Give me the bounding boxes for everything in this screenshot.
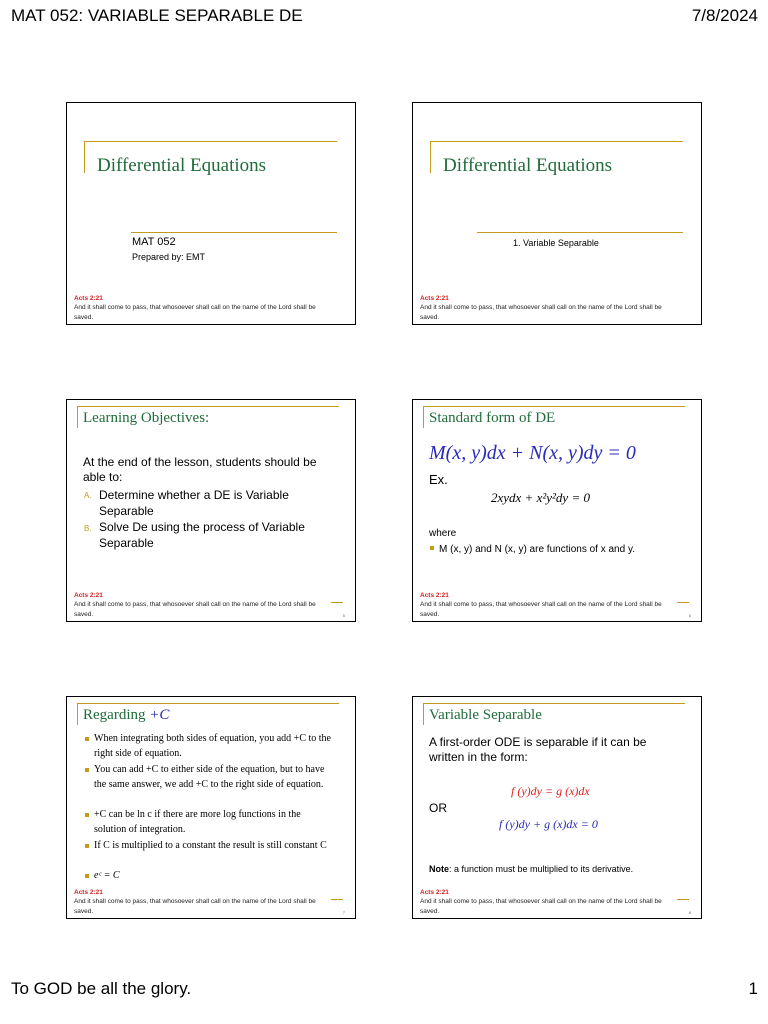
verse-ref: Acts 2:21 xyxy=(420,295,449,302)
regarding-item: You can add +C to either side of the equation, but to have the same answer, we add +C to the right side of equation. xyxy=(94,764,325,790)
or-label: OR xyxy=(429,801,447,815)
footer-accent xyxy=(331,602,343,603)
objective-item: Determine whether a DE is Variable Separable xyxy=(99,488,289,518)
verse-text: And it shall come to pass, that whosoever shall call on the name of the Lord shall be saved. xyxy=(420,601,662,618)
slide-3 xyxy=(66,399,356,622)
footer-accent xyxy=(331,899,343,900)
bullet-marker xyxy=(430,546,434,550)
where-label: where xyxy=(429,528,457,539)
separable-equation-2: f (y)dy + g (x)dx = 0 xyxy=(499,817,598,831)
slide-number: 8 xyxy=(688,910,691,915)
separable-equation-1: f (y)dy = g (x)dx xyxy=(511,784,590,798)
bullet-marker xyxy=(85,737,89,741)
verse-text: And it shall come to pass, that whosoever shall call on the name of the Lord shall be saved. xyxy=(74,898,316,915)
document-title: MAT 052: VARIABLE SEPARABLE DE xyxy=(11,6,303,25)
verse-ref: Acts 2:21 xyxy=(74,592,103,599)
slide-number: 7 xyxy=(342,910,345,915)
example-label: Ex. xyxy=(429,472,448,487)
title-accent-hline xyxy=(430,141,683,142)
title-accent-vline xyxy=(77,406,78,428)
verse-text: And it shall come to pass, that whosoever shall call on the name of the Lord shall be saved. xyxy=(74,304,316,321)
title-accent-hline xyxy=(423,703,685,704)
note-line xyxy=(429,862,633,877)
verse-text: And it shall come to pass, that whosoever shall call on the name of the Lord shall be saved. xyxy=(420,898,662,915)
slide-title: Differential Equations xyxy=(443,155,613,176)
bullet-marker xyxy=(85,768,89,772)
verse-ref: Acts 2:21 xyxy=(420,592,449,599)
verse-text: And it shall come to pass, that whosoever shall call on the name of the Lord shall be saved. xyxy=(420,304,662,321)
slide-1 xyxy=(66,102,356,325)
slide-title: Standard form of DE xyxy=(429,410,556,426)
prepared-by: Prepared by: EMT xyxy=(132,252,206,262)
title-accent-hline xyxy=(77,406,339,407)
title-accent-vline xyxy=(430,141,431,173)
slide-number: 6 xyxy=(688,613,691,618)
note-text: : a function must be multiplied to its derivative. xyxy=(449,864,634,874)
footer-accent xyxy=(677,602,689,603)
objective-item: Solve De using the process of Variable Separable xyxy=(99,520,305,550)
title-accent-hline xyxy=(77,703,339,704)
regarding-item: When integrating both sides of equation, you add +C to the right side of equation. xyxy=(94,733,331,759)
standard-form-equation: M(x, y)dx + N(x, y)dy = 0 xyxy=(429,442,636,464)
separable-intro: A first-order ODE is separable if it can be written in the form: xyxy=(429,735,647,764)
slide-5 xyxy=(66,696,356,919)
bullet-marker xyxy=(85,874,89,878)
footer-text: To GOD be all the glory. xyxy=(11,979,192,998)
slide-title xyxy=(83,707,169,724)
document-date: 7/8/2024 xyxy=(691,6,758,25)
bullet-marker xyxy=(85,813,89,817)
course-code: MAT 052 xyxy=(132,236,176,248)
slide-6 xyxy=(412,696,702,919)
slide-title: Differential Equations xyxy=(97,155,267,176)
slide-title: Variable Separable xyxy=(429,707,542,723)
slide-title: Learning Objectives: xyxy=(83,410,210,426)
slide-number: 5 xyxy=(342,613,345,618)
title-accent-hline xyxy=(84,141,337,142)
title-accent-vline xyxy=(84,141,85,173)
regarding-item: eᶜ = C xyxy=(94,870,120,881)
title-accent-hline xyxy=(423,406,685,407)
list-marker: B. xyxy=(84,524,92,533)
verse-text: And it shall come to pass, that whosoever shall call on the name of the Lord shall be saved. xyxy=(74,601,316,618)
page-number: 1 xyxy=(748,979,758,998)
list-marker: A. xyxy=(84,491,92,500)
verse-ref: Acts 2:21 xyxy=(420,889,449,896)
objectives-intro: At the end of the lesson, students should be able to: xyxy=(83,455,317,484)
regarding-item: +C can be ln c if there are more log functions in the solution of integration. xyxy=(94,809,301,835)
slide-4 xyxy=(412,399,702,622)
slide-title-symbol: +C xyxy=(149,707,170,723)
bullet-marker xyxy=(85,844,89,848)
slide-subtitle: 1. Variable Separable xyxy=(513,238,599,248)
where-item: M (x, y) and N (x, y) are functions of x and y. xyxy=(439,544,635,555)
footer-accent xyxy=(677,899,689,900)
title-accent-vline xyxy=(423,703,424,725)
note-label: Note xyxy=(429,864,449,874)
slide-2 xyxy=(412,102,702,325)
slide-title-prefix: Regarding xyxy=(83,707,146,723)
subtitle-divider xyxy=(477,232,683,233)
title-accent-vline xyxy=(77,703,78,725)
subtitle-divider xyxy=(131,232,337,233)
title-accent-vline xyxy=(423,406,424,428)
regarding-item: If C is multiplied to a constant the result is still constant C xyxy=(94,840,327,851)
example-equation: 2xydx + x²y²dy = 0 xyxy=(491,490,590,505)
verse-ref: Acts 2:21 xyxy=(74,889,103,896)
verse-ref: Acts 2:21 xyxy=(74,295,103,302)
